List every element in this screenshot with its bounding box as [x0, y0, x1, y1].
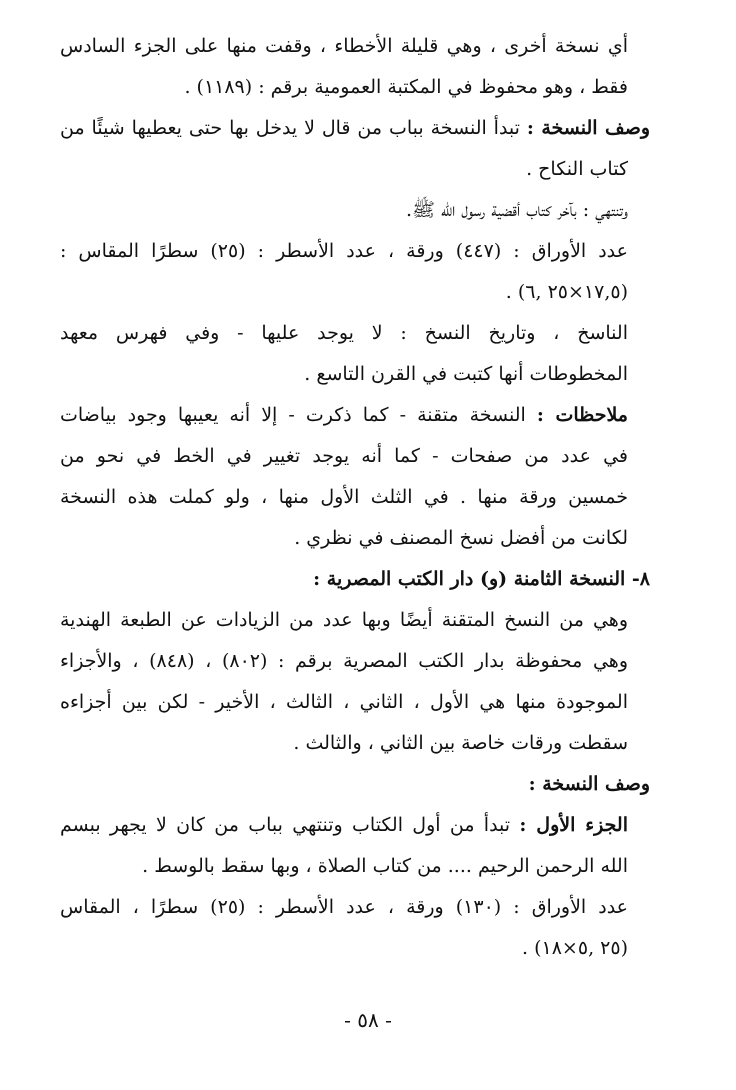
text-line: [60, 149, 650, 190]
line-text: الله الرحمن الرحيم .... من كتاب الصلاة ، وبها سقط بالوسط .: [142, 855, 628, 877]
text-line: [60, 887, 650, 928]
line-text: وهي من النسخ المتقنة أيضًا وبها عدد من الزيادات عن الطبعة الهندية: [60, 609, 628, 631]
line-text: عدد الأوراق : (١٣٠) ورقة ، عدد الأسطر : (٢٥) سطرًا ، المقاس: [60, 896, 629, 918]
text-line: [60, 313, 650, 354]
line-text: تبدأ النسخة بباب من قال لا يدخل بها حتى يعطيها شيئًا من: [60, 117, 527, 139]
text-line: [60, 26, 650, 67]
line-text: لكانت من أفضل نسخ المصنف في نظري .: [294, 527, 628, 549]
line-text: كتاب النكاح .: [526, 158, 628, 180]
line-text: وتنتهي : بآخر كتاب أقضية رسول الله ﷺ.: [406, 199, 628, 221]
line-text: سقطت ورقات خاصة بين الثاني ، والثالث .: [293, 732, 628, 754]
text-line: [60, 928, 650, 969]
text-line: [60, 682, 650, 723]
page-number: - ٥٨ -: [344, 1008, 392, 1032]
text-line: [60, 641, 650, 682]
text-line: [60, 190, 650, 231]
text-line: [60, 764, 650, 805]
line-text: النسخة متقنة - كما ذكرت - إلا أنه يعيبها وجود بياضات: [60, 404, 537, 426]
line-heading: وصف النسخة :: [528, 773, 650, 795]
text-line: [60, 272, 650, 313]
line-heading: وصف النسخة :: [526, 117, 650, 139]
text-line: [60, 805, 650, 846]
line-text: (١٧,٥×٢٥ ,٦) .: [505, 281, 628, 303]
text-line: [60, 518, 650, 559]
text-line: [60, 846, 650, 887]
text-line: [60, 354, 650, 395]
page-body: [60, 26, 650, 969]
text-line: [60, 436, 650, 477]
line-text: وهي محفوظة بدار الكتب المصرية برقم : (٨٠٢) ، (٨٤٨) ، والأجزاء: [60, 650, 629, 672]
line-text: الموجودة منها هي الأول ، الثاني ، الثالث ، الأخير - لكن بين أجزاءه: [60, 691, 628, 713]
text-line: [60, 67, 650, 108]
text-line: [60, 600, 650, 641]
line-text: (٢٥ ,٥×١٨) .: [522, 937, 628, 959]
line-text: عدد الأوراق : (٤٤٧) ورقة ، عدد الأسطر : (٢٥) سطرًا المقاس :: [60, 240, 628, 262]
line-text: الناسخ ، وتاريخ النسخ : لا يوجد عليها - وفي فهرس معهد: [60, 322, 628, 344]
line-heading: الجزء الأول :: [519, 814, 628, 836]
line-heading: ملاحظات :: [536, 404, 628, 426]
line-heading: ٨- النسخة الثامنة (و) دار الكتب المصرية :: [313, 568, 650, 590]
line-text: فقط ، وهو محفوظ في المكتبة العمومية برقم : (١١٨٩) .: [184, 76, 628, 98]
text-line: [60, 723, 650, 764]
line-text: في عدد من صفحات - كما أنه يوجد تغيير في الخط في نحو من: [60, 445, 628, 467]
text-line: [60, 477, 650, 518]
line-text: تبدأ من أول الكتاب وتنتهي بباب من كان لا يجهر ببسم: [60, 814, 520, 836]
text-line: [60, 559, 650, 600]
line-text: خمسين ورقة منها . في الثلث الأول منها ، ولو كملت هذه النسخة: [60, 486, 628, 508]
text-line: [60, 231, 650, 272]
line-text: المخطوطات أنها كتبت في القرن التاسع .: [304, 363, 628, 385]
line-text: أي نسخة أخرى ، وهي قليلة الأخطاء ، وقفت منها على الجزء السادس: [60, 35, 628, 57]
text-line: [60, 395, 650, 436]
text-line: [60, 108, 650, 149]
